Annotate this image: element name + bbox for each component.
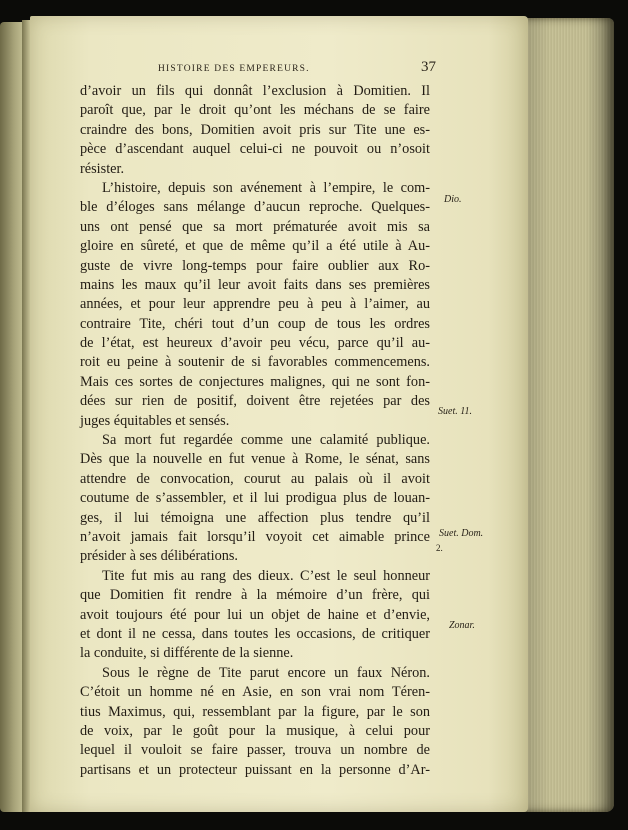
margin-note-zonar: Zonar.	[449, 620, 475, 631]
text-line: ble d’éloges sans mélange d’aucun reproche. Quelques-	[80, 199, 430, 216]
page-number: 37	[421, 59, 436, 75]
text-line: que Domitien fit rendre à la mémoire d’un frère, qui	[80, 587, 430, 604]
text-line: tius Maximus, qui, ressemblant par la figure, par le son	[80, 703, 430, 720]
text-line: Tite fut mis au rang des dieux. C’est le seul honneur	[102, 567, 430, 584]
text-line: présider à ses délibérations.	[80, 548, 239, 565]
text-line: Sous le règne de Tite parut encore un faux Néron.	[102, 664, 430, 681]
text-line: d’avoir un fils qui donnât l’exclusion à Domitien. Il	[80, 83, 430, 99]
text-line: uns ont pensé que sa mort prématurée avoit mis sa	[80, 218, 430, 235]
text-line: la conduite, si différente de la sienne.	[80, 645, 294, 662]
margin-note-suet-dom-number: 2.	[436, 543, 443, 553]
text-line: C’étoit un homme né en Asie, en son vrai nom Téren-	[80, 684, 430, 701]
text-line: contraire Tite, chéri tout d’un coup de tous les ordres	[80, 315, 430, 332]
body-text	[80, 82, 430, 780]
text-line: paroît que, par le droit qu’ont les méchans de se faire	[80, 102, 430, 119]
page-block-shadow	[522, 18, 614, 812]
text-line: Dès que la nouvelle en fut venue à Rome, le sénat, sans	[80, 451, 430, 468]
running-title: HISTOIRE DES EMPEREURS.	[158, 64, 310, 74]
text-line: partisans et un protecteur puissant en la personne d’Ar-	[80, 761, 430, 778]
text-line: de voix, par le goût pour la musique, à celui pour	[80, 722, 430, 739]
text-line: dées sur rien de positif, doivent être rejetées par des	[80, 393, 430, 410]
text-line: Mais ces sortes de conjectures malignes, qui ne sont fon-	[80, 373, 430, 390]
text-line: résister.	[80, 160, 125, 177]
text-line: roit eu peine à soutenir de si favorables commencemens.	[80, 354, 430, 371]
text-line: et dont il ne cessa, dans toutes les occasions, de critiquer	[80, 625, 430, 642]
margin-note-suet-11: Suet. 11.	[438, 406, 472, 417]
text-line: juges équitables et sensés.	[80, 412, 230, 429]
text-line: coutume de s’assembler, et il lui prodigua plus de louan-	[80, 490, 430, 507]
text-line: années, et pour leur apprendre peu à peu à l’aimer, au	[80, 296, 430, 313]
margin-note-suet-dom: Suet. Dom.	[439, 528, 484, 539]
text-line: lequel il vouloit se faire passer, trouva un nombre de	[80, 742, 430, 759]
text-line: mains les maux qu’il leur avoit faits dans ses premières	[80, 276, 430, 293]
text-line: attendre de convocation, courut au palais où il avoit	[80, 470, 430, 487]
text-line: pèce d’ascendant auquel celui-ci ne pouvoit ou n’osoit	[80, 141, 430, 158]
text-line: L’histoire, depuis son avénement à l’empire, le com-	[102, 179, 430, 196]
margin-note-dio: Dio.	[444, 194, 462, 205]
text-line: avoit toujours été pour lui un objet de haine et d’envie,	[80, 606, 430, 623]
text-line: craindre des bons, Domitien avoit pris sur Tite une es-	[80, 121, 430, 138]
text-line: ges, il lui témoigna une affection plus tendre qu’il	[80, 509, 430, 526]
text-line: guste de vivre long-temps pour faire oublier aux Ro-	[80, 257, 430, 274]
text-line: de l’état, est heureux d’avoir peu vécu, parce qu’il au-	[80, 335, 430, 352]
running-header	[60, 60, 436, 80]
text-line: n’avoit jamais fait lorsqu’il voyoit cet aimable prince	[80, 528, 430, 545]
text-line: Sa mort fut regardée comme une calamité publique.	[102, 432, 430, 449]
text-line: gloire en sûreté, et que de même qu’il a été utile à Au-	[80, 238, 430, 255]
